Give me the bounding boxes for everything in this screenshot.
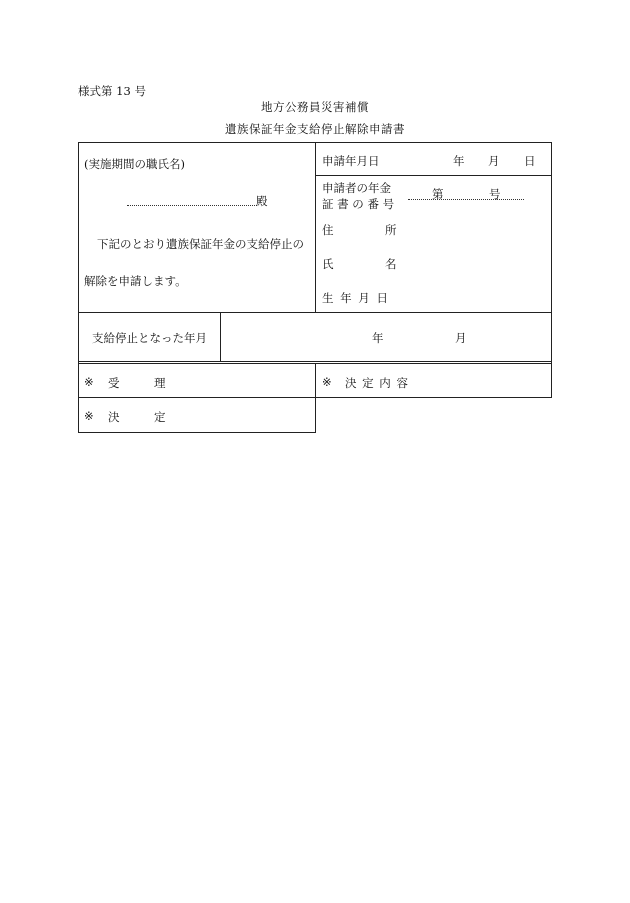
suspension-month-unit: 月 bbox=[455, 331, 467, 345]
application-date-label: 申請年月日 bbox=[322, 154, 380, 168]
form-title-line1: 地方公務員災害補償 bbox=[261, 100, 369, 114]
suspension-label: 支給停止となった年月 bbox=[92, 331, 207, 345]
birth-date-label: 生 年 月 日 bbox=[322, 291, 388, 305]
table-border-left bbox=[78, 142, 79, 433]
address-label-second: 所 bbox=[385, 223, 397, 237]
table-border-right bbox=[551, 142, 552, 398]
reception-mark: ※ bbox=[84, 375, 94, 389]
date-year-unit: 年 bbox=[453, 154, 465, 168]
decision-mark: ※ bbox=[84, 409, 94, 423]
reception-label: 受 理 bbox=[108, 376, 166, 390]
decision-content-mark: ※ bbox=[322, 375, 332, 389]
date-month-unit: 月 bbox=[488, 154, 500, 168]
addressee-field-line[interactable] bbox=[127, 205, 257, 206]
name-label-first: 氏 bbox=[322, 257, 334, 271]
honorific: 殿 bbox=[256, 194, 268, 208]
official-label: (実施期間の職氏名) bbox=[84, 157, 185, 171]
certificate-suffix: 号 bbox=[489, 187, 501, 201]
decision-content-label: 決 定 内 容 bbox=[345, 376, 408, 390]
certificate-prefix: 第 bbox=[432, 187, 444, 201]
col-divider-office bbox=[315, 363, 316, 433]
certificate-label-line1: 申請者の年金 bbox=[322, 181, 391, 195]
name-label-second: 名 bbox=[385, 257, 397, 271]
row-divider-suspension bbox=[78, 361, 551, 362]
request-text-line2: 解除を申請します。 bbox=[84, 274, 187, 288]
row-divider-date bbox=[315, 175, 551, 176]
col-divider-main bbox=[315, 142, 316, 313]
certificate-number-field[interactable] bbox=[408, 199, 524, 200]
table-border-bottom bbox=[78, 432, 315, 433]
form-number: 様式第 13 号 bbox=[78, 84, 146, 98]
col-divider-suspension bbox=[220, 312, 221, 362]
certificate-label-line2: 証 書 の 番 号 bbox=[322, 197, 395, 211]
address-label-first: 住 bbox=[322, 223, 334, 237]
request-text-line1: 下記のとおり遺族保証年金の支給停止の bbox=[97, 237, 304, 251]
suspension-year-unit: 年 bbox=[372, 331, 384, 345]
decision-label: 決 定 bbox=[108, 410, 166, 424]
date-day-unit: 日 bbox=[524, 154, 536, 168]
form-title-line2: 遺族保証年金支給停止解除申請書 bbox=[225, 122, 405, 136]
